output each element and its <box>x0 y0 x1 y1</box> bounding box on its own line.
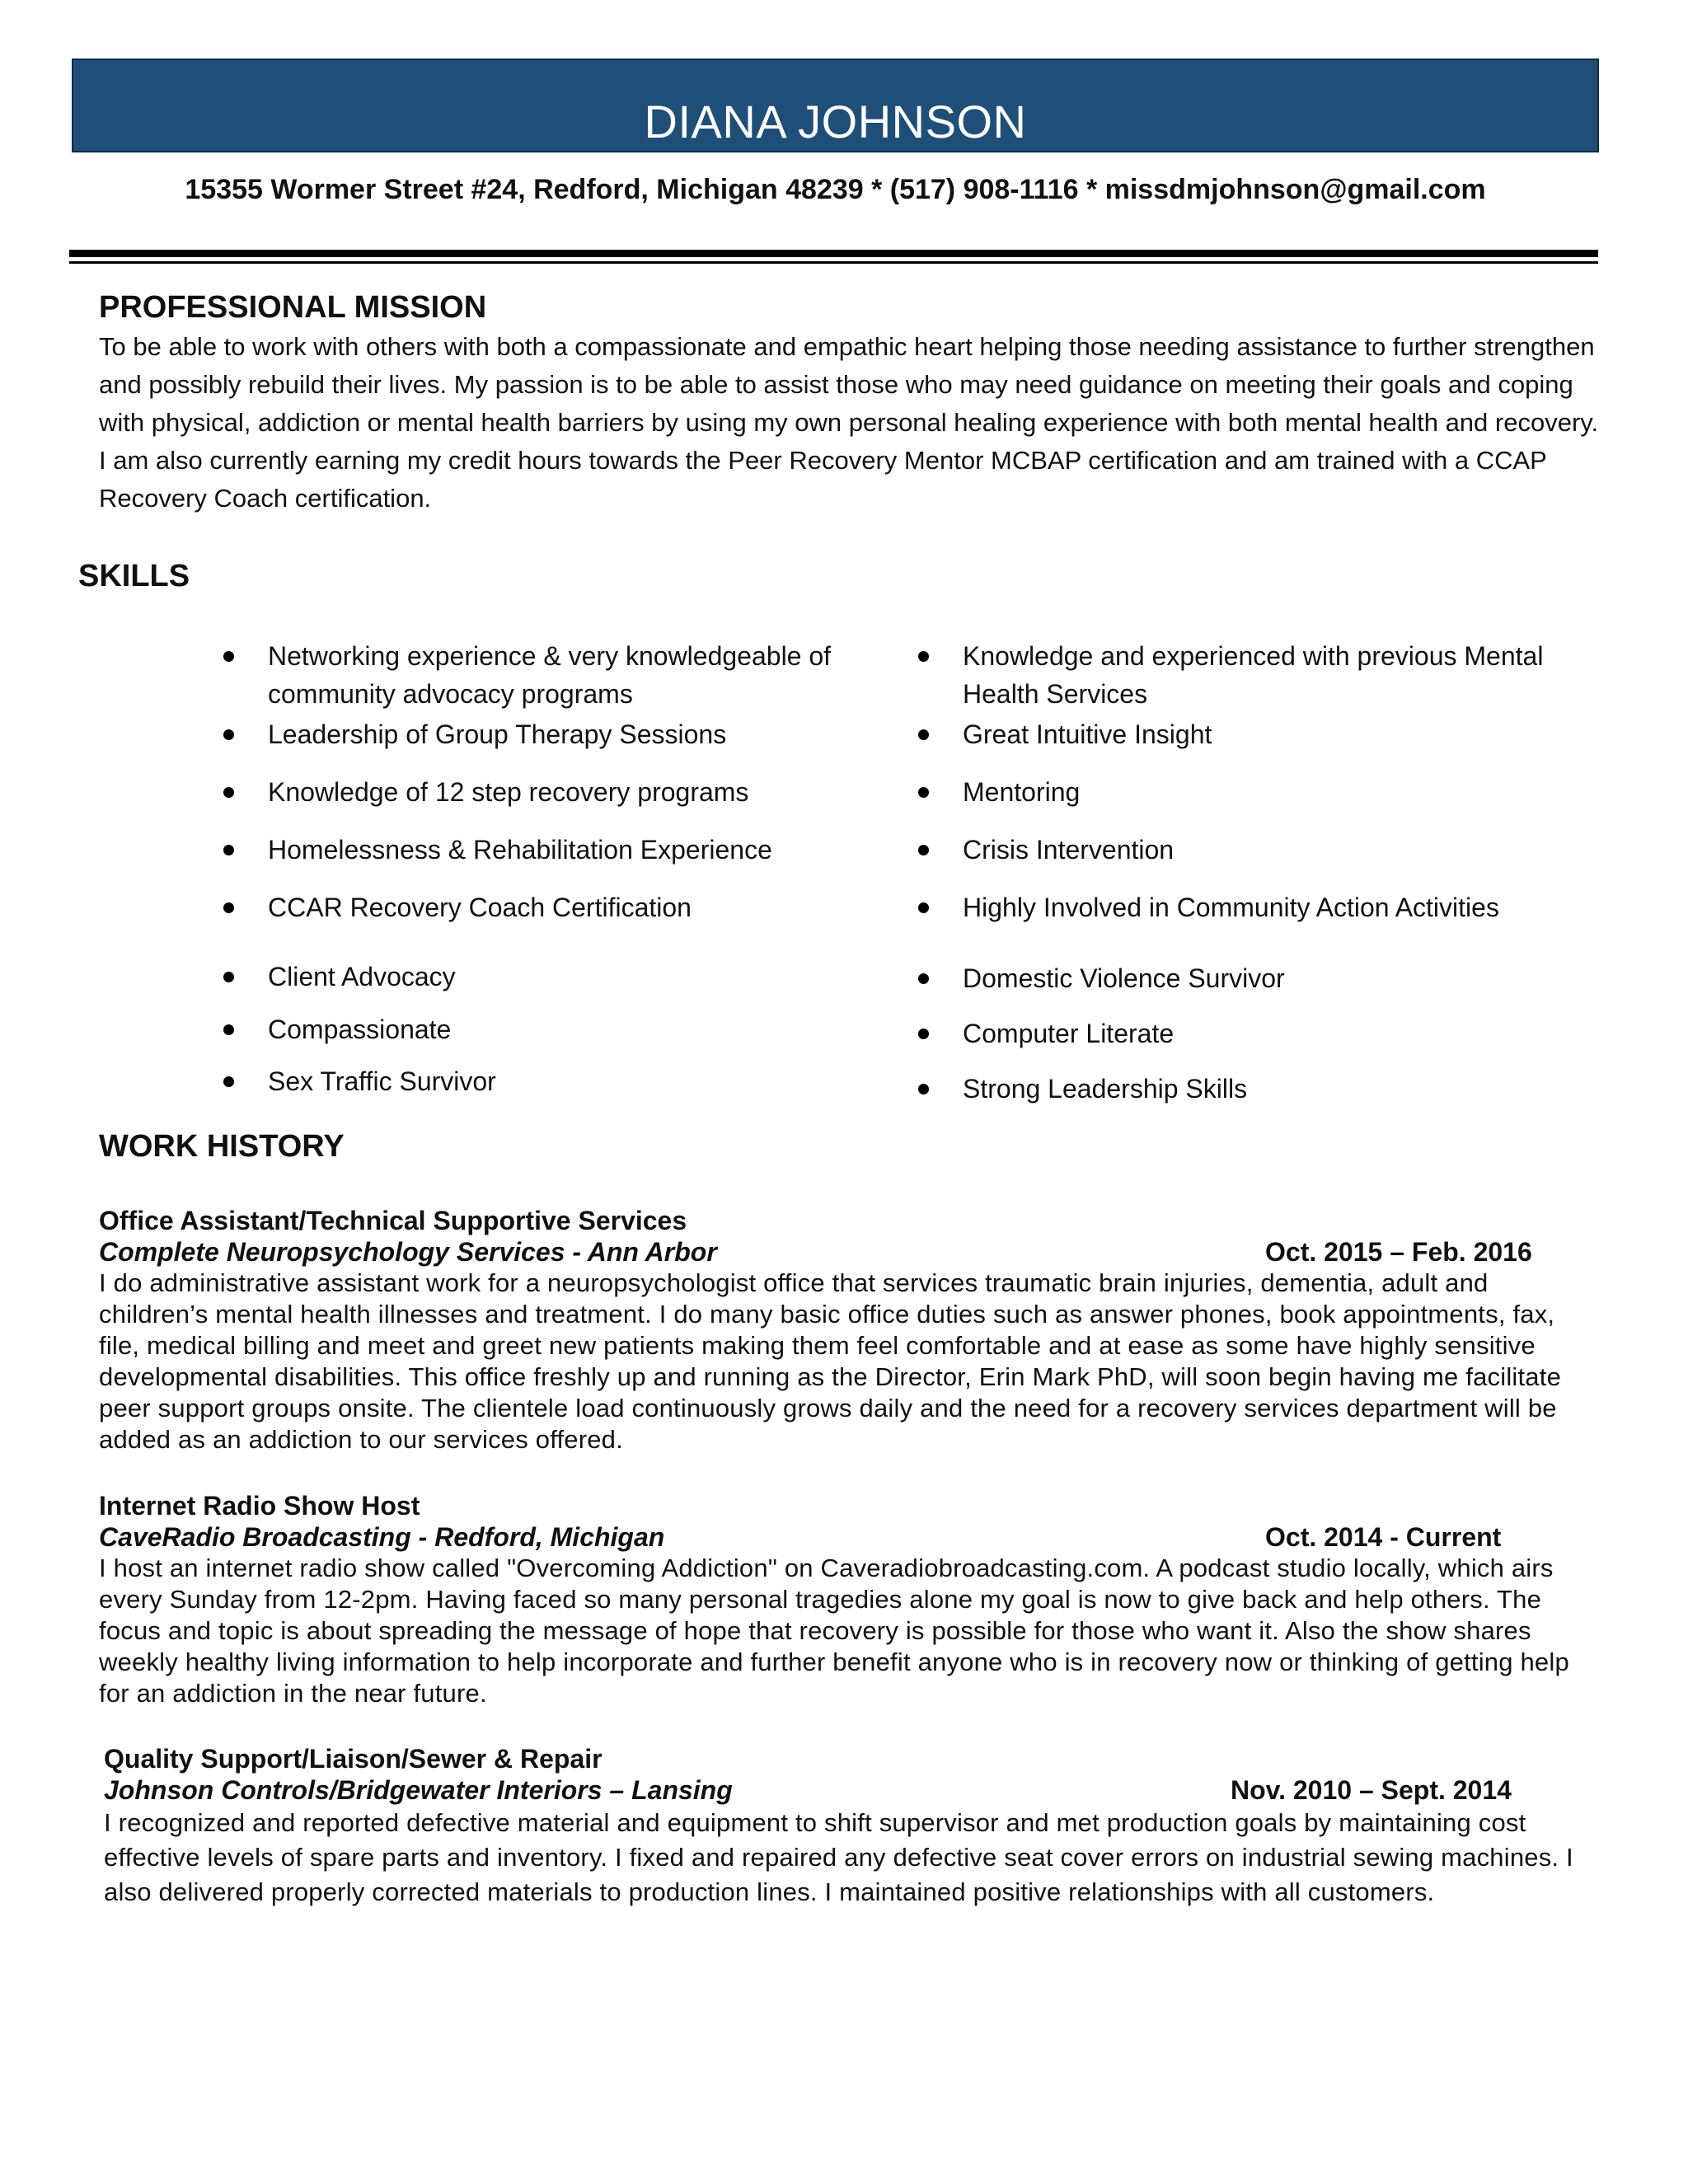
list-item <box>963 1070 1556 1108</box>
job-company-row <box>104 1774 1579 1806</box>
list-item <box>268 637 845 713</box>
job-description: I do administrative assistant work for a neuropsychologist office that services traumatic brain injuries, dementia, adult and children’s mental health illnesses and treatment. I do many basic office duties such as answer phones, book appointments, fax, file, medical billing and meet and greet new patients making them feel comfortable and at ease as some have highly sensitive developmental disabilities. This office freshly up and running as the Director, Erin Mark PhD, will soon begin having me facilitate peer support groups onsite. The clientele load continuously grows daily and the need for a recovery services department will be added as an addiction to our services offered. <box>99 1268 1562 1454</box>
list-item <box>268 1010 845 1048</box>
skill-label: Sex Traffic Survivor <box>268 1066 496 1096</box>
job-entry <box>104 1743 1579 1910</box>
job-title: Internet Radio Show Host <box>99 1491 420 1521</box>
mission-text: To be able to work with others with both a compassionate and empathic heart helping those needing assistance to further strengthen and possibly rebuild their lives. My passion is to be able to assist those who may need guidance on meeting their goals and coping with physical, addiction or mental health barriers by using my own personal healing experience with both mental health and recovery. I am also currently earning my credit hours towards the Peer Recovery Mentor MCBAP certification and am trained with a CCAP Recovery Coach certification. <box>99 332 1599 513</box>
bullet-icon <box>918 845 929 855</box>
job-company: CaveRadio Broadcasting - Redford, Michigan <box>99 1522 665 1552</box>
bullet-icon <box>918 651 929 662</box>
job-dates: Oct. 2015 – Feb. 2016 <box>1265 1237 1532 1267</box>
skill-label: Crisis Intervention <box>963 835 1175 865</box>
job-dates: Nov. 2010 – Sept. 2014 <box>1231 1775 1512 1805</box>
job-company-row <box>99 1236 1574 1268</box>
list-item <box>963 773 1556 811</box>
list-item <box>268 831 845 869</box>
skill-label: Leadership of Group Therapy Sessions <box>268 719 727 749</box>
bullet-icon <box>223 787 234 798</box>
list-item <box>268 1062 845 1100</box>
skill-label: Knowledge of 12 step recovery programs <box>268 777 749 807</box>
bullet-icon <box>918 902 929 913</box>
skills-heading: SKILLS <box>78 559 190 593</box>
job-title: Office Assistant/Technical Supportive Services <box>99 1206 687 1235</box>
skill-label: Client Advocacy <box>268 962 456 991</box>
job-company: Complete Neuropsychology Services - Ann Arbor <box>99 1237 717 1267</box>
skill-label: Domestic Violence Survivor <box>963 963 1285 993</box>
bullet-icon <box>918 973 929 984</box>
bullet-icon <box>223 972 234 982</box>
job-company: Johnson Controls/Bridgewater Interiors – Lansing <box>104 1775 733 1805</box>
bullet-icon <box>223 729 234 740</box>
skill-label: Great Intuitive Insight <box>963 719 1212 749</box>
bullet-icon <box>223 1024 234 1035</box>
bullet-icon <box>918 729 929 740</box>
skill-label: Homelessness & Rehabilitation Experience <box>268 835 772 865</box>
skill-label: Highly Involved in Community Action Activities <box>963 893 1499 922</box>
bullet-icon <box>223 1076 234 1087</box>
list-item <box>963 637 1556 713</box>
skill-label: CCAR Recovery Coach Certification <box>268 893 692 922</box>
list-item <box>268 888 845 926</box>
work-history-heading: WORK HISTORY <box>99 1129 345 1164</box>
job-description: I host an internet radio show called "Overcoming Addiction" on Caveradiobroadcasting.com. A podcast studio locally, which airs every Sunday from 12-2pm. Having faced so many personal tragedies alone my goal is now to give back and help others. The focus and topic is about spreading the message of hope that recovery is possible for those who want it. Also the show shares weekly healthy living information to help incorporate and further benefit anyone who is in recovery now or thinking of getting help for an addiction in the near future. <box>99 1554 1569 1708</box>
job-company-row <box>99 1521 1574 1553</box>
skill-label: Knowledge and experienced with previous Mental Health Services <box>963 641 1544 709</box>
skill-label: Mentoring <box>963 777 1081 807</box>
bullet-icon <box>918 787 929 798</box>
header-divider-thin <box>69 261 1598 264</box>
list-item <box>963 1015 1556 1052</box>
list-item <box>963 715 1556 753</box>
job-entry <box>99 1490 1574 1709</box>
name-banner <box>72 59 1599 152</box>
bullet-icon <box>223 902 234 913</box>
bullet-icon <box>223 651 234 662</box>
list-item <box>963 959 1556 997</box>
skill-label: Strong Leadership Skills <box>963 1074 1248 1104</box>
job-description: I recognized and reported defective material and equipment to shift supervisor and met production goals by maintaining cost effective levels of spare parts and inventory. I fixed and repaired any defective seat cover errors on industrial sewing machines. I also delivered properly corrected materials to production lines. I maintained positive relationships with all customers. <box>104 1808 1573 1906</box>
job-entry <box>99 1205 1574 1455</box>
header-divider-thick <box>69 250 1598 257</box>
skill-label: Networking experience & very knowledgeable of community advocacy programs <box>268 641 832 709</box>
mission-heading: PROFESSIONAL MISSION <box>99 290 487 325</box>
list-item <box>268 958 845 996</box>
list-item <box>268 773 845 811</box>
job-dates: Oct. 2014 - Current <box>1265 1522 1502 1552</box>
bullet-icon <box>223 845 234 855</box>
bullet-icon <box>918 1029 929 1039</box>
candidate-name: DIANA JOHNSON <box>644 96 1027 148</box>
job-title: Quality Support/Liaison/Sewer & Repair <box>104 1744 603 1774</box>
list-item <box>268 715 845 753</box>
bullet-icon <box>918 1084 929 1094</box>
skill-label: Computer Literate <box>963 1019 1175 1048</box>
skill-label: Compassionate <box>268 1015 452 1044</box>
list-item <box>963 888 1556 926</box>
contact-info: 15355 Wormer Street #24, Redford, Michigan 48239 * (517) 908-1116 * missdmjohnson@gmail.com <box>185 174 1486 205</box>
list-item <box>963 831 1556 869</box>
